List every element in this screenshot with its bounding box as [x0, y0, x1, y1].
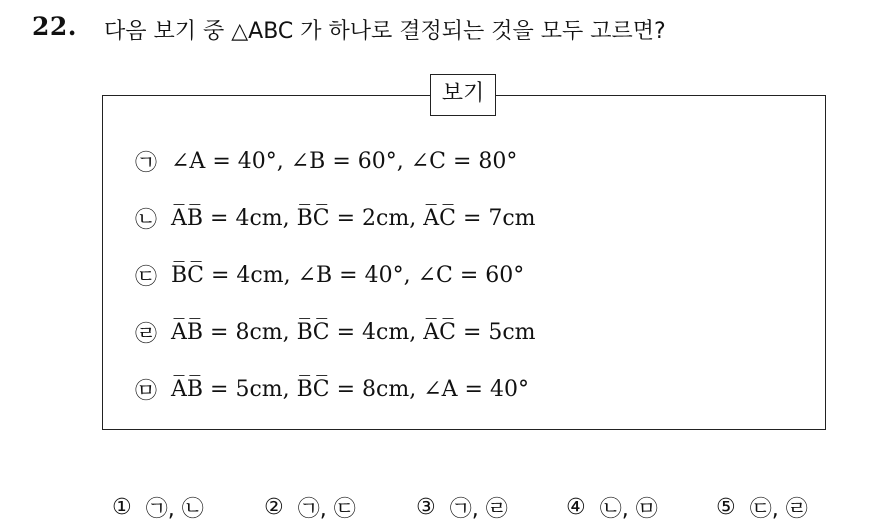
condition-item [133, 202, 536, 234]
answer-choice-4[interactable] [566, 492, 658, 523]
condition-item [133, 373, 529, 405]
question-number: 22. [32, 12, 77, 41]
answer-number: ⑤ [716, 495, 736, 520]
condition-marker: ㉡ [134, 207, 157, 233]
condition-text: A̅B̅ = 5cm, B̅C̅ = 8cm, ∠A = 40° [171, 376, 529, 402]
condition-text: A̅B̅ = 8cm, B̅C̅ = 4cm, A̅C̅ = 5cm [171, 319, 536, 345]
answer-text: ㉠, ㉢ [297, 497, 356, 522]
condition-text: A̅B̅ = 4cm, B̅C̅ = 2cm, A̅C̅ = 7cm [171, 205, 536, 231]
condition-marker: ㉢ [134, 264, 157, 290]
condition-marker: ㉣ [134, 321, 157, 347]
condition-text: B̅C̅ = 4cm, ∠B = 40°, ∠C = 60° [171, 262, 525, 288]
answer-number: ④ [566, 495, 586, 520]
answer-choice-3[interactable] [416, 492, 508, 523]
condition-item [133, 145, 517, 177]
condition-box-label: 보기 [430, 74, 496, 116]
answer-text: ㉢, ㉣ [749, 497, 808, 522]
answer-number: ③ [416, 495, 436, 520]
condition-marker: ㉠ [134, 150, 157, 176]
answer-choice-1[interactable] [112, 492, 204, 523]
answer-number: ① [112, 495, 132, 520]
answer-number: ② [264, 495, 284, 520]
condition-text: ∠A = 40°, ∠B = 60°, ∠C = 80° [171, 148, 518, 174]
answer-text: ㉡, ㉤ [599, 497, 658, 522]
condition-item [133, 259, 524, 291]
answer-choice-5[interactable] [716, 492, 808, 523]
answer-choice-2[interactable] [264, 492, 356, 523]
condition-marker: ㉤ [134, 378, 157, 404]
question-text: 다음 보기 중 △ABC 가 하나로 결정되는 것을 모두 고르면? [104, 19, 666, 44]
answer-choices [0, 492, 884, 522]
answer-text: ㉠, ㉡ [145, 497, 204, 522]
condition-item [133, 316, 536, 348]
answer-text: ㉠, ㉣ [449, 497, 508, 522]
